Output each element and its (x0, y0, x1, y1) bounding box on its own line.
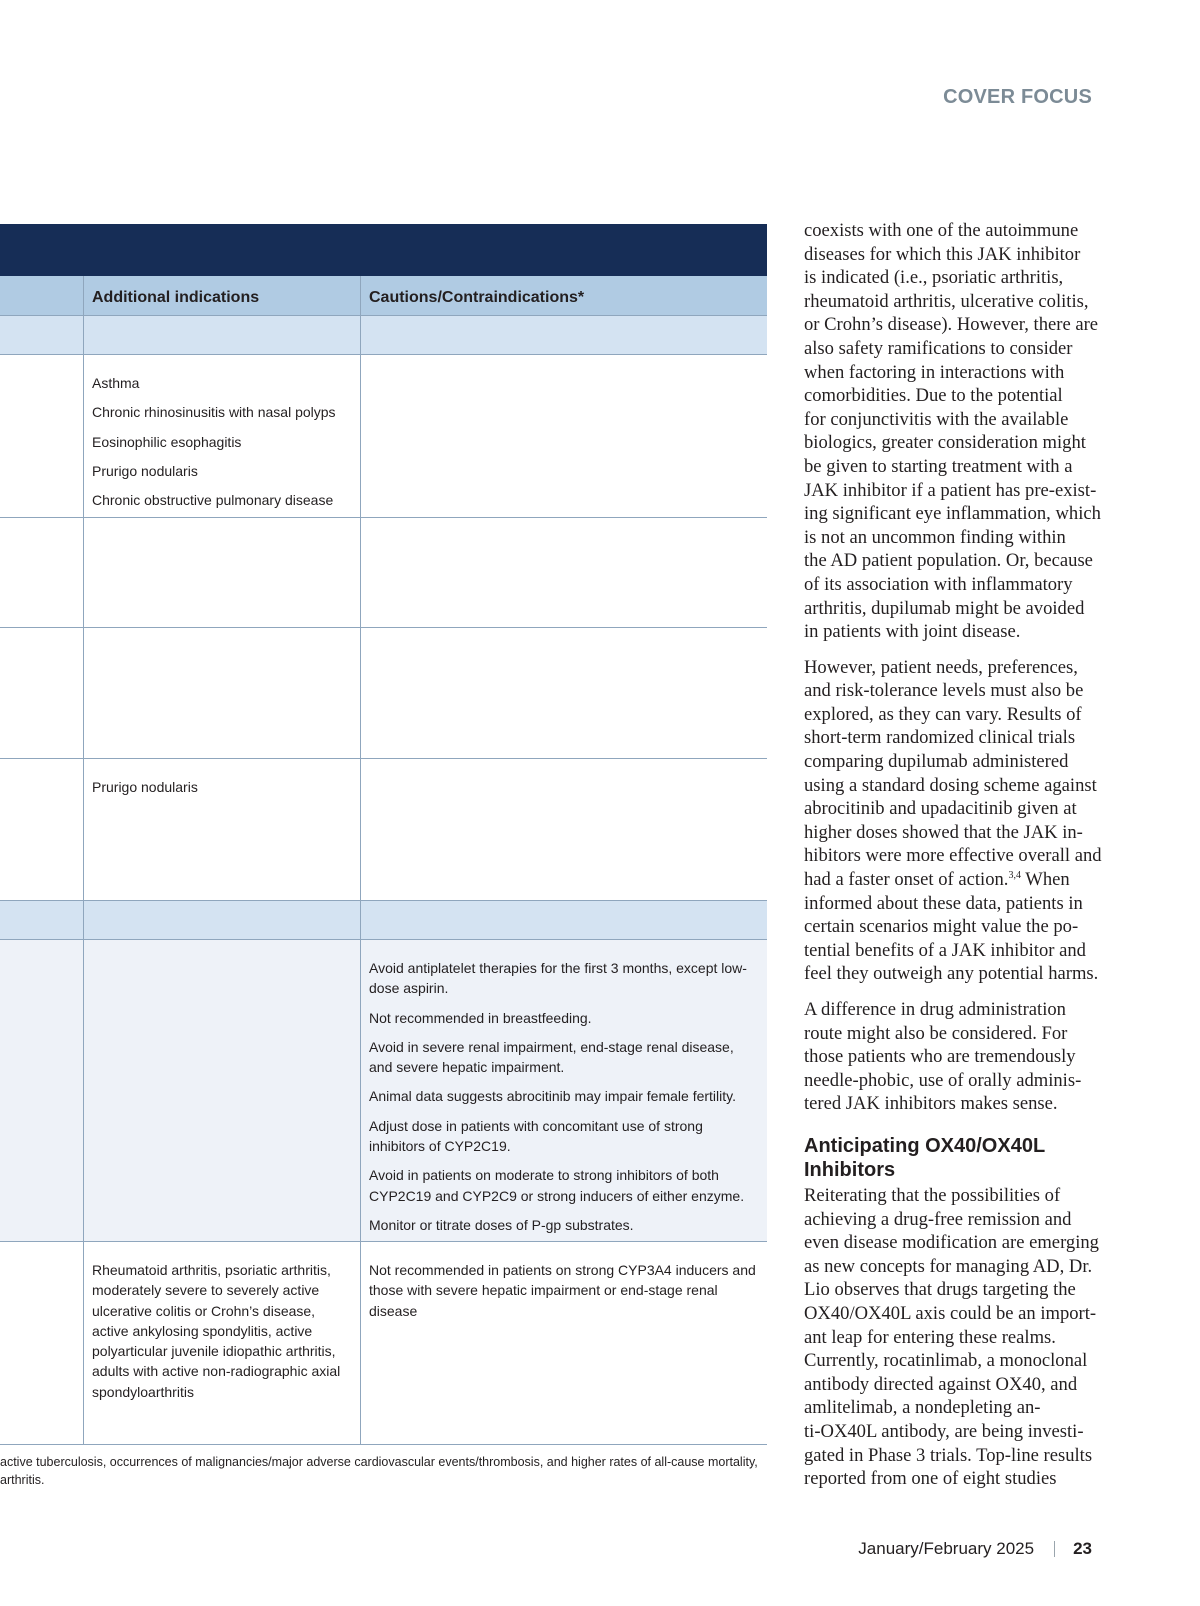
table-cell (0, 940, 83, 1241)
text-line: OX40/OX40L axis could be an import- (804, 1302, 1097, 1324)
indications-cell (83, 518, 360, 627)
table-row (0, 940, 767, 1242)
header-cautions: Cautions/Contraindications* (360, 276, 767, 315)
text-line: biologics, greater consideration might (804, 432, 1086, 454)
cautions-cell (360, 518, 767, 627)
text-line: gated in Phase 3 trials. Top-line results (804, 1444, 1093, 1466)
text-line: ing significant eye inflammation, which (804, 503, 1101, 525)
text-line: of its association with inflammatory (804, 573, 1073, 595)
indications-cell (83, 940, 360, 1241)
text-line: arthritis, dupilumab might be avoided (804, 597, 1085, 619)
table-cell (0, 901, 83, 939)
table-cell (0, 355, 83, 517)
text-line: be given to starting treatment with a (804, 455, 1073, 477)
indication-item: Eosinophilic esophagitis (92, 433, 242, 450)
text-line: the AD patient population. Or, because (804, 550, 1093, 572)
cautions-cell (360, 628, 767, 758)
caution-item: Not recommended in patients on strong CYP3A4 inducers and those with severe hepatic impairment or end-stage renal disease (369, 1262, 756, 1319)
table-cell (0, 759, 83, 900)
paragraph (804, 998, 1126, 1116)
table-cell (0, 1242, 83, 1444)
table-cell (83, 901, 360, 939)
article-column (804, 219, 1126, 1503)
caution-item: Avoid in severe renal impairment, end-stage renal disease, and severe hepatic impairment. (369, 1038, 734, 1076)
caution-item: Monitor or titrate doses of P-gp substrates. (369, 1216, 634, 1233)
text-line: as new concepts for managing AD, Dr. (804, 1255, 1093, 1277)
text-line: achieving a drug-free remission and (804, 1208, 1072, 1230)
text-line: for conjunctivitis with the available (804, 408, 1069, 430)
text-line: abrocitinib and upadacitinib given at (804, 798, 1077, 820)
table-footnote (0, 1453, 767, 1489)
text-line: tered JAK inhibitors makes sense. (804, 1093, 1058, 1115)
text-line: feel they outweigh any potential harms. (804, 963, 1099, 985)
text-line: short-term randomized clinical trials (804, 727, 1076, 749)
page-footer (858, 1539, 1092, 1559)
text-line: needle-phobic, use of orally adminis- (804, 1069, 1082, 1091)
text-line: is not an uncommon finding within (804, 526, 1066, 548)
text-line: amlitelimab, a nondepleting an- (804, 1397, 1041, 1419)
text-line: hibitors were more effective overall and (804, 845, 1102, 867)
text-line: comorbidities. Due to the potential (804, 385, 1063, 407)
footnote-line: arthritis. (0, 1473, 45, 1488)
text-line: route might also be considered. For (804, 1022, 1068, 1044)
text-line: Reiterating that the possibilities of (804, 1184, 1061, 1206)
table-cell (360, 901, 767, 939)
indications-cell (83, 759, 360, 900)
text-line: reported from one of eight studies (804, 1468, 1057, 1490)
caution-item: Avoid in patients on moderate to strong inhibitors of both CYP2C19 and CYP2C9 or strong inducers of either enzyme. (369, 1167, 745, 1204)
indication-item: Prurigo nodularis (92, 779, 198, 795)
table-cell (360, 316, 767, 354)
section-heading: Anticipating OX40/OX40L Inhibitors (804, 1134, 1045, 1181)
paragraph (804, 219, 1126, 644)
caution-item: Not recommended in breastfeeding. (369, 1009, 592, 1026)
indications-cell (83, 1242, 360, 1444)
indication-item: Chronic rhinosinusitis with nasal polyps (92, 404, 336, 421)
text-line: using a standard dosing scheme against (804, 774, 1097, 796)
text-line: rheumatoid arthritis, ulcerative colitis, (804, 290, 1089, 312)
text-line: antibody directed against OX40, and (804, 1373, 1078, 1395)
paragraph (804, 1184, 1126, 1491)
text-run: had a faster onset of action. (804, 869, 1009, 891)
text-line: in patients with joint disease. (804, 621, 1021, 643)
text-line: and risk-tolerance levels must also be (804, 680, 1084, 702)
text-line: coexists with one of the autoimmune (804, 220, 1079, 241)
table-cell (0, 628, 83, 758)
text-line: ant leap for entering these realms. (804, 1326, 1056, 1348)
caution-item: Animal data suggests abrocitinib may impair female fertility. (369, 1088, 737, 1105)
table-section-row (0, 901, 767, 940)
table-row (0, 518, 767, 628)
text-line: JAK inhibitor if a patient has pre-exist- (804, 479, 1097, 501)
text-line: even disease modification are emerging (804, 1232, 1099, 1254)
text-line: diseases for which this JAK inhibitor (804, 243, 1081, 265)
table-title-bar (0, 224, 767, 276)
table-section-row (0, 316, 767, 355)
text-line: However, patient needs, preferences, (804, 656, 1078, 678)
page-number: 23 (1073, 1539, 1092, 1558)
treatment-table (0, 224, 767, 1445)
paragraph (804, 656, 1126, 986)
text-run: When (1020, 869, 1070, 891)
table-cell (83, 316, 360, 354)
text-line: ti-OX40L antibody, are being investi- (804, 1420, 1084, 1442)
text-line: or Crohn’s disease). However, there are (804, 314, 1099, 336)
table-row (0, 355, 767, 518)
cautions-cell (360, 355, 767, 517)
caution-item: Adjust dose in patients with concomitant use of strong inhibitors of CYP2C19. (369, 1117, 703, 1155)
issue-date: January/February 2025 (858, 1539, 1035, 1558)
table-row (0, 628, 767, 759)
text-line: Currently, rocatinlimab, a monoclonal (804, 1350, 1088, 1372)
footnote-line: active tuberculosis, occurrences of malignancies/major adverse cardiovascular events/thrombosis, and higher rates of all-cause mortality, (0, 1455, 758, 1469)
text-line: also safety ramifications to consider (804, 337, 1073, 359)
text-line: tential benefits of a JAK inhibitor and (804, 939, 1086, 961)
text-line: those patients who are tremendously (804, 1046, 1076, 1068)
text-line: is indicated (i.e., psoriatic arthritis, (804, 267, 1064, 289)
header-additional-indications: Additional indications (83, 276, 360, 315)
table-cell (0, 518, 83, 627)
indication-item: Rheumatoid arthritis, psoriatic arthritis, moderately severe to severely active ulcerative colitis or Crohn’s disease, active ankylosing spondylitis, active polyarticular juvenile idiopathic arthritis, adults with active non-radiographic axial spondyloarthritis (92, 1262, 341, 1400)
indications-cell (83, 628, 360, 758)
text-line: explored, as they can vary. Results of (804, 703, 1082, 725)
cautions-cell (360, 1242, 767, 1444)
table-row (0, 1242, 767, 1445)
table-header-cell (0, 276, 83, 315)
footer-divider (1054, 1541, 1055, 1557)
text-line: when factoring in interactions with (804, 361, 1065, 383)
citation: 3,4 (1008, 869, 1021, 881)
text-line: Lio observes that drugs targeting the (804, 1279, 1076, 1301)
section-label: COVER FOCUS (943, 86, 1092, 108)
cautions-cell (360, 940, 767, 1241)
table-cell (0, 316, 83, 354)
indication-item: Chronic obstructive pulmonary disease (92, 492, 334, 509)
text-line: higher doses showed that the JAK in- (804, 821, 1083, 843)
table-header-row (0, 276, 767, 316)
indication-item: Prurigo nodularis (92, 462, 198, 479)
indications-cell (83, 355, 360, 517)
text-line: A difference in drug administration (804, 999, 1066, 1020)
cautions-cell (360, 759, 767, 900)
table-row (0, 759, 767, 901)
text-line: comparing dupilumab administered (804, 751, 1069, 773)
caution-item: Avoid antiplatelet therapies for the first 3 months, except low-dose aspirin. (369, 960, 747, 997)
text-line: certain scenarios might value the po- (804, 916, 1079, 938)
indication-item: Asthma (92, 375, 140, 391)
text-line: informed about these data, patients in (804, 892, 1083, 914)
